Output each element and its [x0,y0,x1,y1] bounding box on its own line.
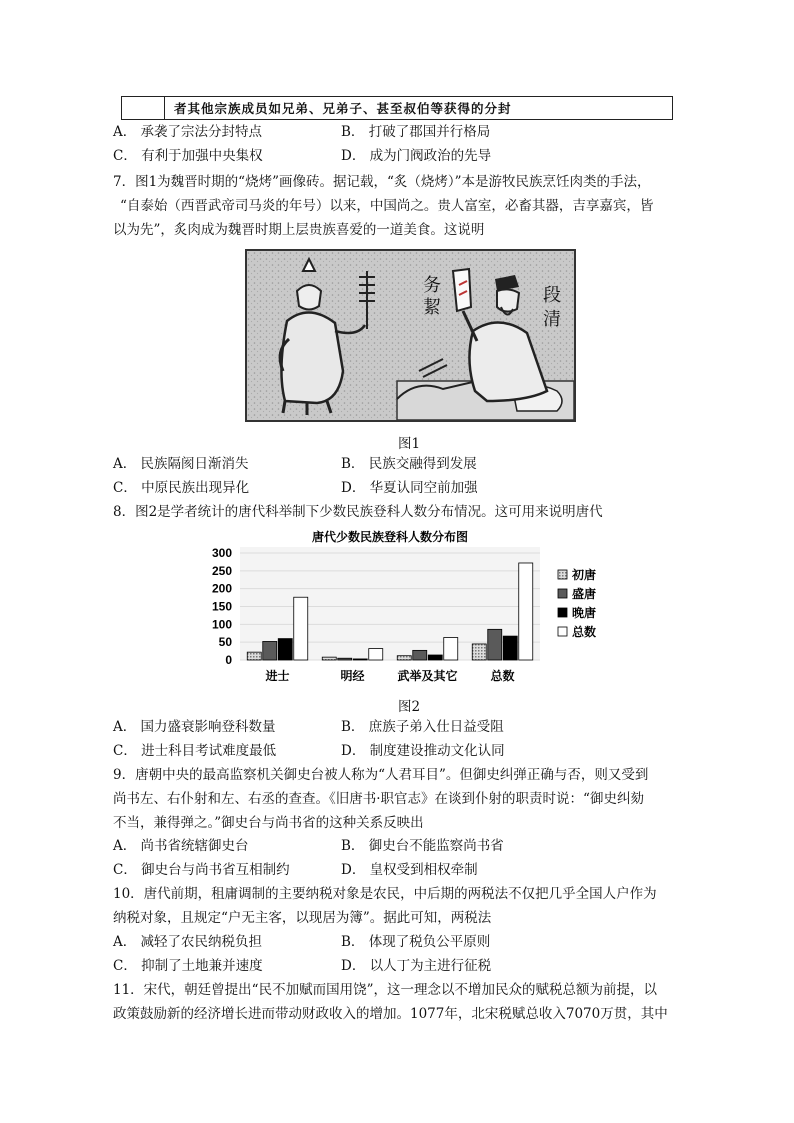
bar-总数-明经 [369,649,383,660]
legend-label: 初唐 [572,568,597,582]
brick-painting-drawing [247,251,574,420]
bar-盛唐-总数 [488,629,502,660]
q6-option-b: B． 打破了郡国并行格局 [341,124,491,140]
q9-option-d: D． 皇权受到相权牵制 [341,862,478,878]
q11-stem-line-2: 政策鼓励新的经济增长进而带动财政收入的增加。1077年，北宋税赋总收入7070万贯，其中 [113,1006,668,1022]
legend-swatch [558,570,567,579]
q6-option-c: C． 有利于加强中央集权 [113,148,263,164]
q10-option-a: A． 减轻了农民纳税负担 [113,934,263,950]
y-tick-label: 300 [211,546,232,560]
q10-stem-line-1: 10．唐代前期，租庸调制的主要纳税对象是农民，中后期的两税法不仅把几乎全国人户作为 [113,886,657,902]
figure-2-chart [196,527,616,697]
bar-晚唐-进士 [278,639,292,660]
q10-option-b: B． 体现了税负公平原则 [341,934,491,950]
q9-stem-line-1: 9．唐朝中央的最高监察机关御史台被人称为“人君耳目”。但御史纠弹正确与否，则又受到 [113,767,649,783]
bar-初唐-总数 [472,644,486,660]
q6-option-a: A． 承袭了宗法分封特点 [113,124,263,140]
q8-option-c: C． 进士科目考试难度最低 [113,743,277,759]
q9-option-b: B． 御史台不能监察尚书省 [341,838,504,854]
q8-option-d: D． 制度建设推动文化认同 [341,743,505,759]
chart-title: 唐代少数民族登科人数分布图 [311,530,469,544]
bar-初唐-明经 [322,657,336,660]
q8-option-a: A． 国力盛衰影响登科数量 [113,719,276,735]
x-tick-label: 明经 [340,669,365,683]
legend-swatch [558,608,567,617]
q8-stem: 8．图2是学者统计的唐代科举制下少数民族登科人数分布情况。这可用来说明唐代 [113,504,603,520]
y-tick-label: 250 [211,563,232,578]
q7-stem-line-1: 7．图1为魏晋时期的“烧烤”画像砖。据记载，“炙（烧烤）”本是游牧民族烹饪肉类的手法， [113,174,651,190]
q7-option-b: B． 民族交融得到发展 [341,456,477,472]
legend-swatch [558,627,567,636]
bar-总数-总数 [519,563,533,660]
bar-晚唐-武举及其它 [428,655,442,660]
q9-stem-line-2: 尚书左、右仆射和左、右丞的查查。《旧唐书·职官志》在谈到仆射的职责时说：“御史纠劾 [113,791,644,807]
y-tick-label: 200 [211,581,232,596]
q8-option-b: B． 庶族子弟入仕日益受阻 [341,719,504,735]
q10-option-d: D． 以人丁为主进行征税 [341,958,492,974]
bar-总数-进士 [294,597,308,660]
legend-label: 盛唐 [572,587,597,601]
q7-stem-line-3: 以为先”，炙肉成为魏晋时期上层贵族喜爱的一道美食。这说明 [113,222,485,238]
bar-总数-武举及其它 [444,638,458,660]
y-tick-label: 100 [211,617,232,632]
bar-晚唐-明经 [353,659,367,660]
q10-stem-line-2: 纳税对象，且规定“户无主客，以现居为簿”。据此可知，两税法 [113,910,492,926]
y-tick-label: 50 [218,635,232,650]
table-row [121,96,673,120]
y-tick-label: 0 [225,653,232,667]
legend-label: 晚唐 [572,606,597,620]
figure-1-caption: 图1 [398,436,421,452]
q11-stem-line-1: 11．宋代，朝廷曾提出“民不加赋而国用饶”，这一理念以不增加民众的赋税总额为前提，以 [113,982,657,998]
q9-option-c: C． 御史台与尚书省互相制约 [113,862,290,878]
legend-label: 总数 [572,625,597,639]
brick-painting-image [245,249,576,422]
painting-label-left-2: 絜 [423,297,441,318]
figure-2-caption: 图2 [398,699,421,715]
q6-option-d: D． 成为门阀政治的先导 [341,148,492,164]
painting-label-right-1: 段 [543,285,561,306]
painting-label-right-2: 清 [543,309,561,330]
bar-盛唐-武举及其它 [413,650,427,660]
bar-盛唐-进士 [263,641,277,660]
y-tick-label: 150 [211,599,232,614]
bar-盛唐-明经 [338,658,352,660]
q9-stem-line-3: 不当，兼得弹之。”御史台与尚书省的这种关系反映出 [113,815,424,831]
painting-label-left-1: 务 [423,275,441,296]
legend-swatch [558,589,567,598]
q7-option-a: A． 民族隔阂日渐消失 [113,456,249,472]
q10-option-c: C． 抑制了土地兼并速度 [113,958,263,974]
bar-初唐-武举及其它 [397,656,411,660]
bar-晚唐-总数 [503,636,517,660]
q9-option-a: A． 尚书省统辖御史台 [113,838,249,854]
table-cell-empty [122,97,165,119]
bar-初唐-进士 [247,652,261,660]
q7-stem-line-2: “自泰始（西晋武帝司马炎的年号）以来，中国尚之。贵人富室，必畜其器，吉享嘉宾，皆 [120,198,654,214]
bar-chart-svg [196,527,616,697]
q7-option-c: C． 中原民族出现异化 [113,480,250,496]
q7-option-d: D． 华夏认同空前加强 [341,480,478,496]
table-cell-text: 者其他宗族成员如兄弟、兄弟子、甚至叔伯等获得的分封 [174,101,512,116]
x-tick-label: 总数 [490,669,515,683]
x-tick-label: 进士 [265,669,290,683]
x-tick-label: 武举及其它 [397,669,458,683]
